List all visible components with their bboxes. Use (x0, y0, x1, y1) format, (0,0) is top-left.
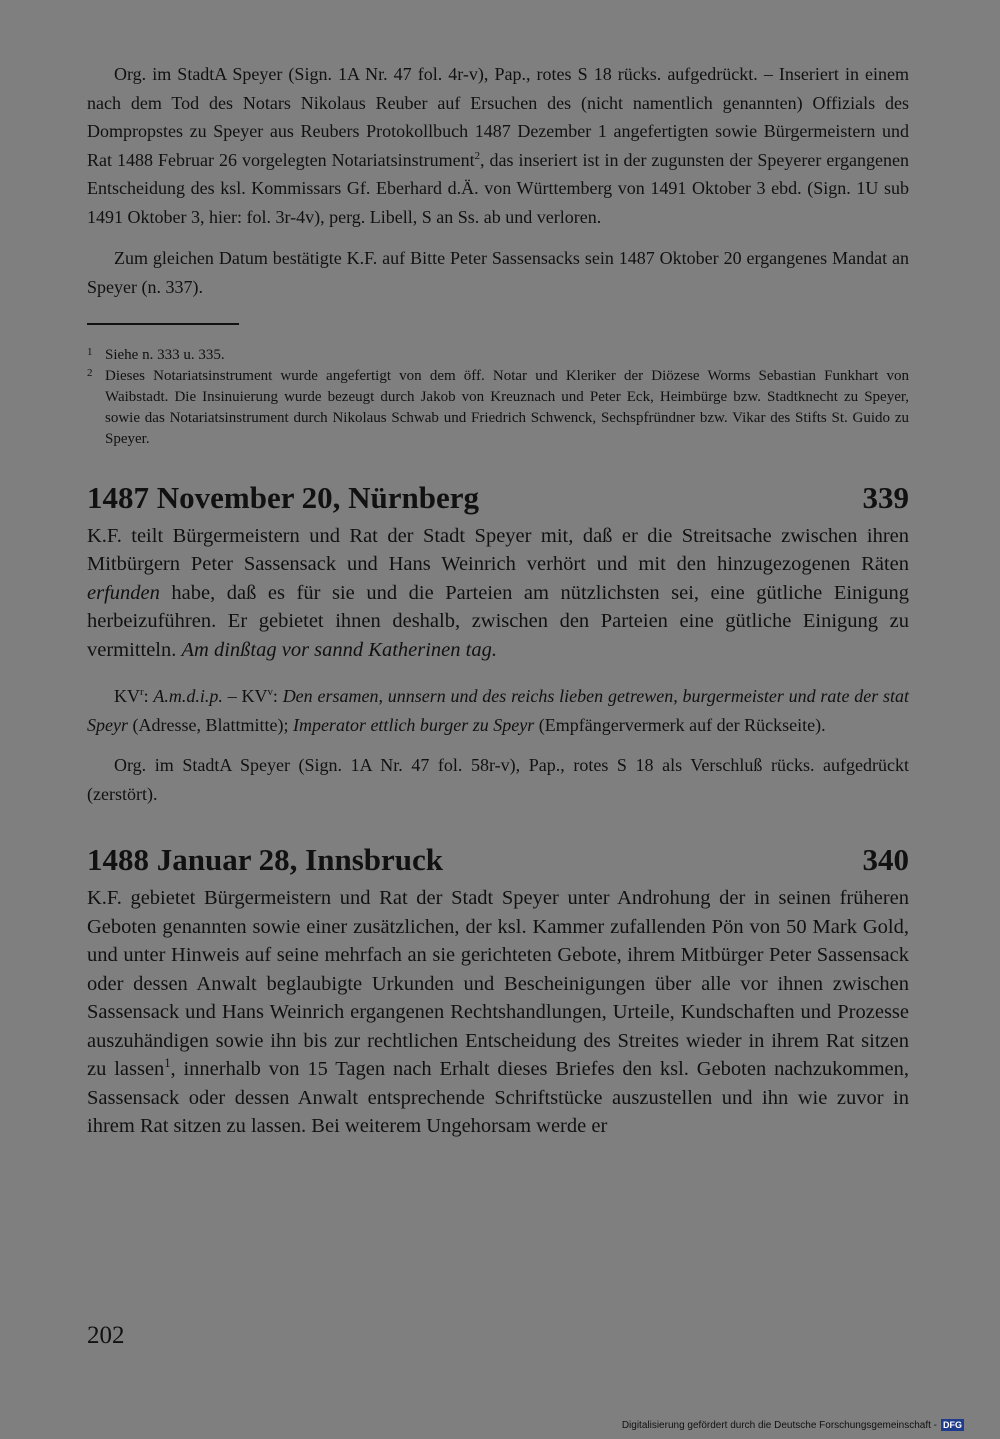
entry-number: 339 (862, 479, 909, 515)
entry-number: 340 (862, 842, 909, 877)
kv-label: KV (241, 686, 268, 706)
kv-text: (Empfängervermerk auf der Rückseite). (534, 714, 826, 735)
entry-339-kanzleivermerk: $KV^r$: A.m.d.i.p. – $KV^v$: Den ersamen, unnsern und des reichs lieben getrewen, burgermeister und rate der stat Speyr (Adresse, Blattmitte); Imperator ettlich burger zu Speyr (Empfängervermerk auf der Rückseite). (87, 686, 909, 735)
regest-text: habe, daß es für sie und die Parteien am nützlichsten sei, eine gütliche Einigung herbeizuführen. Er gebietet ihnen deshalb, zwischen den Parteien eine gütliche Einigung zu vermitteln. (87, 581, 909, 661)
entry-339-archive-note: Org. im StadtA Speyer (Sign. 1A Nr. 47 fol. 58r-v), Pap., rotes S 18 als Verschluß rücks. aufgedrückt (zerstört). (87, 755, 909, 804)
related-mandate-note: Zum gleichen Datum bestätigte K.F. auf Bitte Peter Sassensacks sein 1487 Oktober 20 ergangenes Mandat an Speyer (n. 337). (87, 248, 909, 297)
kv-quote: A.m.d.i.p. (153, 686, 223, 706)
dfg-logo: DFG (943, 1420, 962, 1430)
page-number: 202 (87, 1322, 125, 1349)
regest-dating: Am dinßtag vor sannd Katherinen tag. (181, 638, 497, 661)
kv-sup: r (140, 686, 144, 698)
regest-quote: erfunden (87, 581, 160, 604)
footnote-ref: 2 (474, 149, 480, 162)
footnote-ref: 1 (164, 1056, 171, 1071)
kv-dash: – (222, 686, 242, 706)
entry-date-place: 1488 Januar 28, Innsbruck (87, 842, 444, 877)
document-page (87, 60, 909, 1141)
footnote-2 (87, 366, 909, 450)
entry-339-heading (87, 480, 909, 516)
kv-label: KV (114, 686, 140, 706)
archive-note-text: Org. im StadtA Speyer (Sign. 1A Nr. 47 fol. 4r-v), Pap., rotes S 18 rücks. aufgedrückt. – Inseriert in einem nach dem Tod des Notars Nikolaus Reuber auf Ersuchen des (nicht namentlich genannten) Offizials des Dompropstes zu Speyer aus Reubers Protokollbuch 1487 Dezember 1 angefertigten sowie Bürgermeistern und Rat 1488 Februar 26 vorgelegten Notariatsinstrument (87, 64, 909, 170)
regest-text: K.F. teilt Bürgermeistern und Rat der Stadt Speyer mit, daß er die Streitsache zwischen ihren Mitbürgern Peter Sassensack und Hans Weinrich verhört und mit den hinzugezogenen Räten (87, 524, 909, 575)
kv-sup: v (267, 686, 273, 698)
regest-text: K.F. gebietet Bürgermeistern und Rat der Stadt Speyer unter Androhung der in seinen früheren Geboten genannten sowie einer zusätzlichen, der ksl. Kammer zufallenden Pön von 50 Mark Gold, und unter Hinweis auf seine mehrfach an sie gerichteten Gebote, ihrem Mitbürger Peter Sassensack oder dessen Anwalt beglaubigte Urkunden und Bescheinigungen über alle vor ihnen zwischen Sassensack und Hans Weinrich ergangenen Rechtshandlungen, Urteile, Kundschaften und Prozesse auszuhändigen sowie ihn bis zur rechtlichen Entscheidung des Streites wieder in ihrem Rat sitzen zu lassen (87, 887, 909, 1080)
footnote-text: Siehe n. 333 u. 335. (105, 346, 225, 363)
footnote-mark: 1 (87, 345, 93, 358)
kv-quote: Den ersamen, unnsern und des reichs lieben getrewen, burgermeister und rate der stat Speyr (87, 686, 909, 735)
archive-note-tail: , das inseriert ist in der zugunsten der Speyerer ergangenen Entscheidung des ksl. Kommissars Gf. Eberhard d.Ä. von Württemberg von 1491 Oktober 3 ebd. (Sign. 1U sub 1491 Oktober 3, hier: fol. 3r-4v), perg. Libell, S an Ss. ab und verloren. (87, 149, 909, 227)
regest-text: , innerhalb von 15 Tagen nach Erhalt dieses Briefes den ksl. Geboten nachzukommen, Sassensack oder dessen Anwalt entsprechende Schriftstücke auszustellen und ihn wie zuvor in ihrem Rat sitzen zu lassen. Bei weiterem Ungehorsam werde er (87, 1058, 909, 1137)
kv-text: (Adresse, Blattmitte); (127, 714, 293, 735)
footnote-text: Dieses Notariatsinstrument wurde angefertigt von dem öff. Notar und Kleriker der Diözese Worms Sebastian Funkhart von Waibstadt. Die Insinuierung wurde bezeugt durch Jakob von Kreuznach und Peter Eck, Heimbürge bzw. Stadtknecht zu Speyer, sowie das Notariatsinstrument durch Nikolaus Schwab und Friedrich Schwenck, Sechspfründner bzw. Vikar des Stifts St. Guido zu Speyer. (105, 367, 909, 447)
footnote-mark: 2 (87, 366, 93, 379)
funding-footer (622, 1419, 964, 1431)
entry-340-regest (87, 884, 909, 1141)
entry-date-place: 1487 November 20, Nürnberg (87, 479, 480, 515)
funding-text: Digitalisierung gefördert durch die Deutsche Forschungsgemeinschaft - (621, 1419, 937, 1431)
kv-quote: Imperator ettlich burger zu Speyr (292, 714, 535, 735)
entry-340-heading (87, 842, 909, 878)
entry-339-regest (87, 522, 909, 665)
archive-note (87, 60, 909, 231)
footnote-1 (87, 345, 909, 366)
footnote-separator (87, 323, 239, 325)
